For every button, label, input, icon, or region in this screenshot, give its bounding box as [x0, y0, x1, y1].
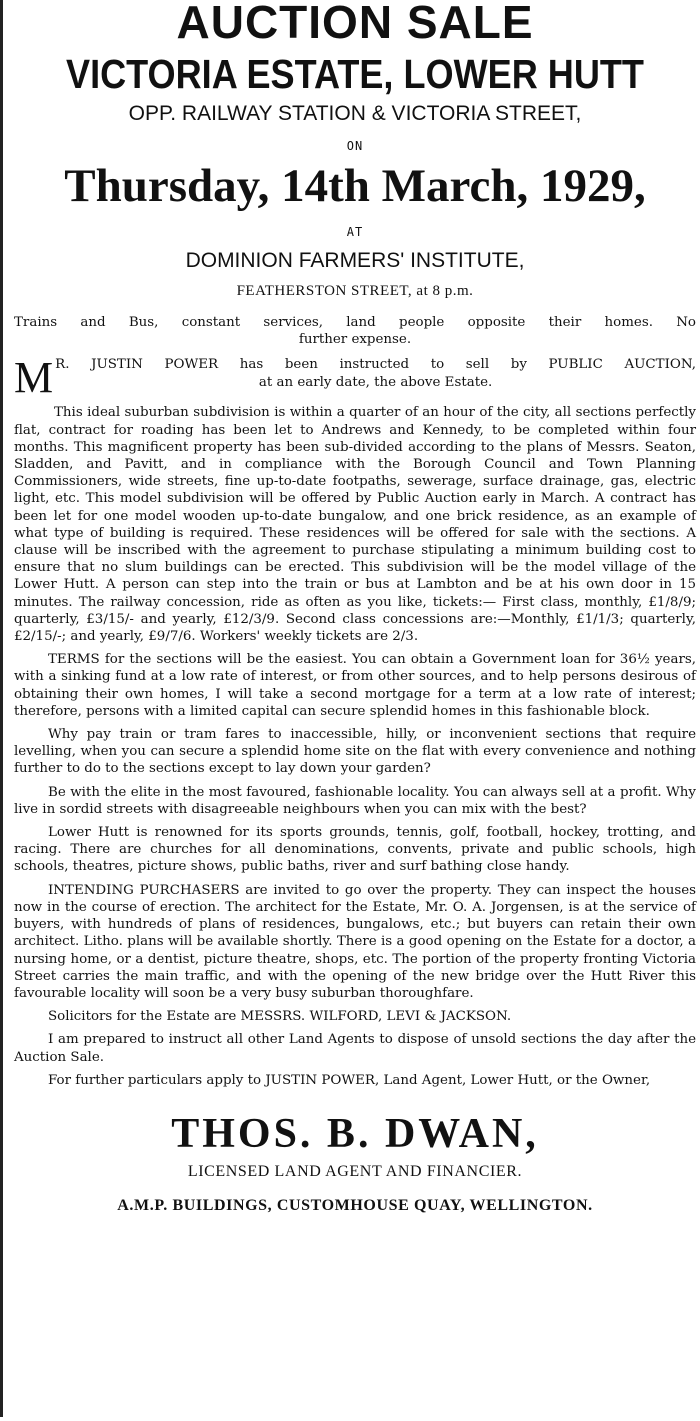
- headline-title: AUCTION SALE: [176, 0, 534, 48]
- paragraph-subdivision: This ideal suburban subdivision is within a quarter of an hour of the city, all sections perfectly flat, contract for roading has been let to Andrews and Kennedy, to be completed within four months. This magnificent property has been sub-divided according to the plans of Messrs. Seaton, Sladden, and Pavitt, and in compliance with the Borough Council and Town Planning Commissioners, wide streets, fine up-to-date footpaths, sewerage, surface drainage, gas, electric light, etc. This model subdivision will be offered by Public Auction early in March. A contract has been let for one model wooden up-to-date bungalow, and one brick residence, as an example of what type of building is required. These residences will be offered for sale with the sections. A clause will be inscribed with the agreement to purchase stipulating a minimum building cost to ensure that no slum buildings can be erected. This subdivision will be the model village of the Lower Hutt. A person can step into the train or bus at Lambton and be at his own door in 15 minutes. The railway concession, ride as often as you like, tickets:— First class, monthly, £1/8/9; quarterly, £3/15/- and yearly, £12/3/9. Second class concessions are:—Monthly, £1/1/3; quarterly, £2/15/-; and yearly, £9/7/6. Workers' weekly tickets are 2/3.: [14, 405, 696, 645]
- paragraph-particulars: For further particulars apply to JUSTIN POWER, Land Agent, Lower Hutt, or the Owner,: [48, 1072, 651, 1088]
- body-copy: [14, 404, 696, 1089]
- paragraph-solicitors: Solicitors for the Estate are MESSRS. WILFORD, LEVI & JACKSON.: [48, 1009, 512, 1025]
- transport-note-line2: further expense.: [298, 332, 412, 348]
- paragraph-elite: Be with the elite in the most favoured, fashionable locality. You can always sell at a profit. Why live in sordid streets with disagreeable neighbours when you can mix with the best?: [14, 784, 696, 817]
- paragraph-terms: TERMS for the sections will be the easiest. You can obtain a Government loan for 36½ years, with a sinking fund at a low rate of interest, or from other sources, and to help persons desirous of obtaining their own homes, I will take a second mortgage for a term at a low rate of interest; therefore, persons with a limited capital can secure splendid homes in this fashionable block.: [14, 652, 696, 719]
- drop-cap: M: [14, 353, 54, 403]
- venue-name: DOMINION FARMERS' INSTITUTE,: [185, 249, 525, 272]
- owner-address: A.M.P. BUILDINGS, CUSTOMHOUSE QUAY, WELLINGTON.: [117, 1196, 593, 1214]
- estate-location: OPP. RAILWAY STATION & VICTORIA STREET,: [128, 102, 582, 125]
- at-label: AT: [346, 225, 364, 239]
- lead-line2: at an early date, the above Estate.: [258, 374, 493, 390]
- headline-estate: VICTORIA ESTATE, LOWER HUTT: [66, 51, 644, 97]
- venue-street: FEATHERSTON STREET, at 8 p.m.: [236, 283, 474, 299]
- paragraph-why-pay: Why pay train or tram fares to inaccessible, hilly, or inconvenient sections that require levelling, when you can secure a splendid home site on the flat with every convenience and nothing further to do to the sections except to lay down your garden?: [14, 727, 696, 777]
- owner-name: THOS. B. DWAN,: [171, 1110, 539, 1157]
- lead-paragraph: [14, 353, 696, 403]
- lead-line1: R. JUSTIN POWER has been instructed to sell by PUBLIC AUCTION,: [55, 357, 696, 373]
- column-rule: [0, 0, 3, 1417]
- paragraph-purchasers: INTENDING PURCHASERS are invited to go over the property. They can inspect the houses now in the course of erection. The architect for the Estate, Mr. O. A. Jorgensen, is at the service of buyers, with hundreds of plans of residences, bungalows, etc.; but buyers can retain their own architect. Litho. plans will be available shortly. There is a good opening on the Estate for a doctor, a nursing home, or a dentist, picture theatre, shops, etc. The portion of the property fronting Victoria Street carries the main traffic, and with the opening of the new bridge over the Hutt River this favourable locality will soon be a very busy suburban thoroughfare.: [14, 882, 696, 1001]
- transport-note-line1: Trains and Bus, constant services, land people opposite their homes. No: [14, 315, 696, 330]
- auction-date: Thursday, 14th March, 1929,: [64, 160, 646, 212]
- paragraph-agents: I am prepared to instruct all other Land Agents to dispose of unsold sections the day after the Auction Sale.: [14, 1032, 696, 1065]
- paragraph-sports: Lower Hutt is renowned for its sports grounds, tennis, golf, football, hockey, trotting, and racing. There are churches for all denominations, convents, private and public schools, high schools, theatres, picture shows, public baths, river and surf bathing close handy.: [14, 825, 696, 875]
- on-label: ON: [346, 139, 364, 153]
- owner-role: LICENSED LAND AGENT AND FINANCIER.: [187, 1162, 523, 1180]
